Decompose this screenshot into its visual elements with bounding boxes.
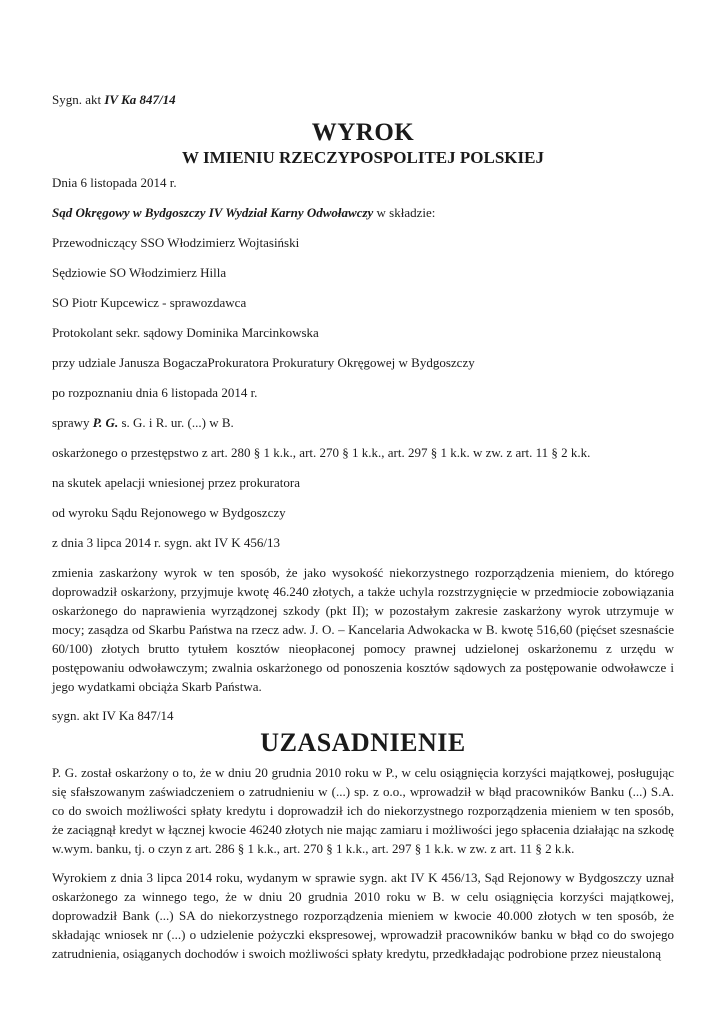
justification-paragraph: Wyrokiem z dnia 3 lipca 2014 roku, wydanym w sprawie sygn. akt IV K 456/13, Sąd Rejonowy w Bydgoszczy uznał oskarżonego za winnego tego, że w dniu 20 grudnia 2010 roku w B. w celu osiągnięcia korzyści majątkowej, doprowadził Bank (...) SA do niekorzystnego rozporządzenia mieniem w kwocie 40.000 złotych w ten sposób, że składając wniosek nr (...) o udzielenie pożyczki ekspresowej, wprowadził pracowników banku w błąd co do swojego zatrudnienia, osiąganych dochodów i swoich możliwości spłaty kredytu, przedkładając podrobione przez nieustaloną — [52, 870, 674, 961]
document-title: WYROK — [311, 119, 415, 146]
judges: Sędziowie SO Włodzimierz Hilla — [52, 265, 227, 280]
lower-court-judgment: od wyroku Sądu Rejonowego w Bydgoszczy — [52, 505, 286, 520]
charges: oskarżonego o przestępstwo z art. 280 § 1 k.k., art. 270 § 1 k.k., art. 297 § 1 k.k. w zw. z art. 11 § 2 k.k. — [52, 445, 591, 460]
case-signature-lower: sygn. akt IV Ka 847/14 — [52, 708, 174, 723]
court-name: Sąd Okręgowy w Bydgoszczy IV Wydział Karny Odwoławczy — [52, 205, 374, 220]
lower-court-judgment-date: z dnia 3 lipca 2014 r. sygn. akt IV K 456/13 — [52, 535, 280, 550]
court-suffix: w składzie: — [373, 205, 436, 220]
presiding-judge: Przewodniczący SSO Włodzimierz Wojtasiński — [52, 235, 300, 250]
case-signature-prefix: Sygn. akt — [52, 92, 105, 107]
justification-title: UZASADNIENIE — [260, 728, 466, 757]
case-party — [52, 413, 674, 432]
defendant-name: P. G. — [92, 415, 119, 430]
defendant-details: s. G. i R. ur. (...) w B. — [118, 415, 234, 430]
case-signature-number: IV Ka 847/14 — [104, 92, 176, 107]
document-subtitle: W IMIENIU RZECZYPOSPOLITEJ POLSKIEJ — [182, 148, 544, 167]
document-page — [52, 82, 674, 973]
appeal-line: na skutek apelacji wniesionej przez prokuratora — [52, 475, 300, 490]
case-signature — [52, 90, 674, 109]
rapporteur-judge: SO Piotr Kupcewicz - sprawozdawca — [52, 295, 247, 310]
hearing-date: po rozpoznaniu dnia 6 listopada 2014 r. — [52, 385, 258, 400]
prosecutor: przy udziale Janusza BogaczaProkuratora Prokuratury Okręgowej w Bydgoszczy — [52, 355, 475, 370]
justification-paragraph: P. G. został oskarżony o to, że w dniu 20 grudnia 2010 roku w P., w celu osiągnięcia korzyści majątkowej, posługując się sfałszowanym zaświadczeniem o zatrudnieniu w (...) sp. z o.o., wprowadził w błąd pracowników Banku (...) S.A. co do swoich możliwości spłaty kredytu i doprowadził ich do niekorzystnego rozporządzenia mieniem w ten sposób, że zaciągnął kredyt w łącznej kwocie 46240 złotych nie mając zamiaru i możliwości jego spłacenia działając na szkodę w.wym. banku, tj. o czyn z art. 286 § 1 k.k., art. 270 § 1 k.k., art. 297 § 1 k.k. w zw. z art. 11 § 2 k.k. — [52, 765, 674, 856]
court-line — [52, 203, 674, 222]
judgment-date: Dnia 6 listopada 2014 r. — [52, 175, 177, 190]
court-clerk: Protokolant sekr. sądowy Dominika Marcinkowska — [52, 325, 319, 340]
ruling-paragraph: zmienia zaskarżony wyrok w ten sposób, że jako wysokość niekorzystnego rozporządzenia mieniem, do którego doprowadził oskarżony, przyjmuje kwotę 46.240 złotych, a także uchyla rozstrzygnięcie w przedmiocie zobowiązania oskarżonego do naprawienia wyrządzonej szkody (pkt II); w pozostałym zakresie zaskarżony wyrok utrzymuje w mocy; zasądza od Skarbu Państwa na rzecz adw. J. O. – Kancelaria Adwokacka w B. kwotę 516,60 (pięćset szesnaście 60/100) złotych brutto tytułem kosztów nieopłaconej pomocy prawnej udzielonej oskarżonemu z urzędu w postępowaniu odwoławczym; zwalnia oskarżonego od ponoszenia kosztów sądowych za postępowanie odwoławcze i jego wydatkami obciąża Skarb Państwa. — [52, 565, 674, 694]
case-prefix: sprawy — [52, 415, 93, 430]
